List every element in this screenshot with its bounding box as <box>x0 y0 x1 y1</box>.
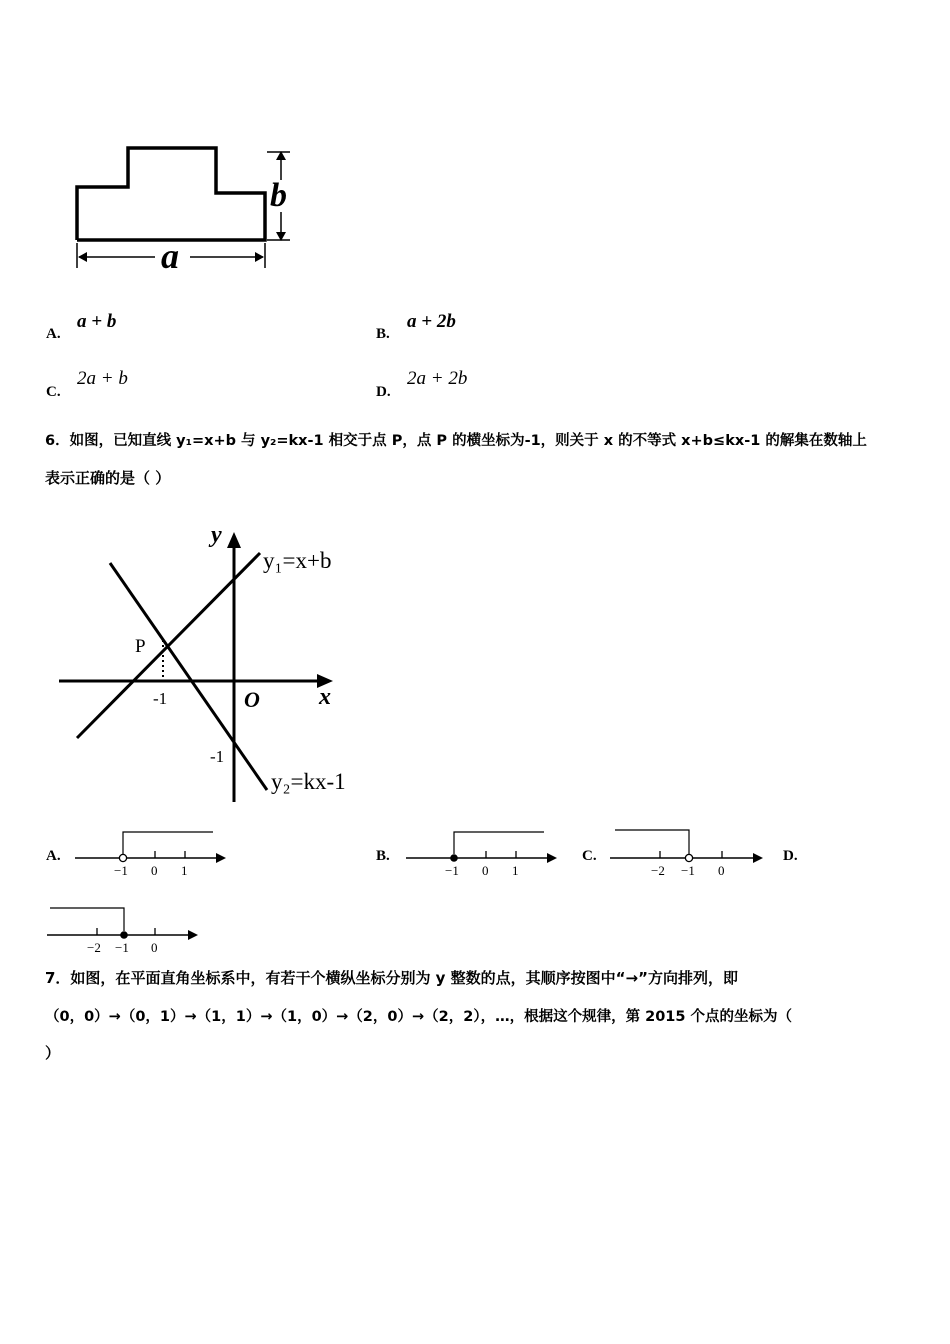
q6-graph-x-label: x <box>319 684 331 710</box>
q6-option-b-tick-2: 0 <box>482 863 489 878</box>
q6-option-c-tick-1: −2 <box>651 863 665 878</box>
q7-question-line-1: 7．如图，在平面直角坐标系中，有若干个横纵坐标分别为 y 整数的点，其顺序按图中“→”方向排列，即 <box>45 969 738 987</box>
q5-option-d-letter: D. <box>376 384 391 400</box>
q5-option-a-expr: a + b <box>77 311 117 332</box>
q6-option-b-numberline <box>401 825 561 880</box>
q5-option-a-letter: A. <box>46 326 61 342</box>
q6-option-d-tick-2: −1 <box>115 940 129 955</box>
q6-question-line-2: 表示正确的是（ ） <box>45 469 171 487</box>
q6-option-a-tick-2: 0 <box>151 863 158 878</box>
q6-graph-x-mark: -1 <box>153 689 168 708</box>
q6-option-b-letter: B. <box>376 848 390 864</box>
q5-option-c-letter: C. <box>46 384 61 400</box>
q6-option-a-tick-3: 1 <box>181 863 188 878</box>
q6-graph-line1-label: y₁=x+b <box>263 548 332 573</box>
q5-shape-outline <box>77 148 265 240</box>
q5-label-b: b <box>270 177 287 214</box>
q6-graph-line2-label: y₂=kx-1 <box>271 769 346 794</box>
q5-option-b-letter: B. <box>376 326 390 342</box>
q7-question-line-3: ） <box>45 1044 61 1062</box>
q6-option-d-tick-3: 0 <box>151 940 158 955</box>
q6-option-d-letter: D. <box>783 848 798 864</box>
q6-option-c-tick-2: −1 <box>681 863 695 878</box>
q6-option-c-tick-3: 0 <box>718 863 725 878</box>
q6-option-c-numberline <box>605 825 770 880</box>
q5-option-b-expr: a + 2b <box>407 311 456 332</box>
q5-label-a: a <box>161 236 179 276</box>
q6-option-d-numberline <box>45 902 205 957</box>
q6-option-a-tick-1: −1 <box>114 863 128 878</box>
q6-graph <box>55 518 375 810</box>
q6-option-b-tick-3: 1 <box>512 863 519 878</box>
q6-graph-y-label: y <box>211 522 222 548</box>
q6-graph-point-p: P <box>135 636 146 657</box>
q5-option-d-expr: 2a + 2b <box>407 368 468 389</box>
q6-option-a-letter: A. <box>46 848 61 864</box>
q7-question-line-2: （0，0）→（0，1）→（1，1）→（1，0）→（2，0）→（2，2），…，根据这个规律，第 2015 个点的坐标为（ <box>45 1009 793 1025</box>
q5-option-c-expr: 2a + b <box>77 368 128 389</box>
q5-figure <box>60 100 310 280</box>
q6-graph-y-mark: -1 <box>210 747 225 766</box>
q6-option-d-tick-1: −2 <box>87 940 101 955</box>
q6-option-a-numberline <box>70 825 230 880</box>
q6-graph-origin-label: O <box>244 687 260 712</box>
q6-question-line-1: 6．如图，已知直线 y₁=x+b 与 y₂=kx-1 相交于点 P，点 P 的横坐标为-1，则关于 x 的不等式 x+b≤kx-1 的解集在数轴上 <box>45 433 867 449</box>
q6-option-b-tick-1: −1 <box>445 863 459 878</box>
q6-option-c-letter: C. <box>582 848 597 864</box>
